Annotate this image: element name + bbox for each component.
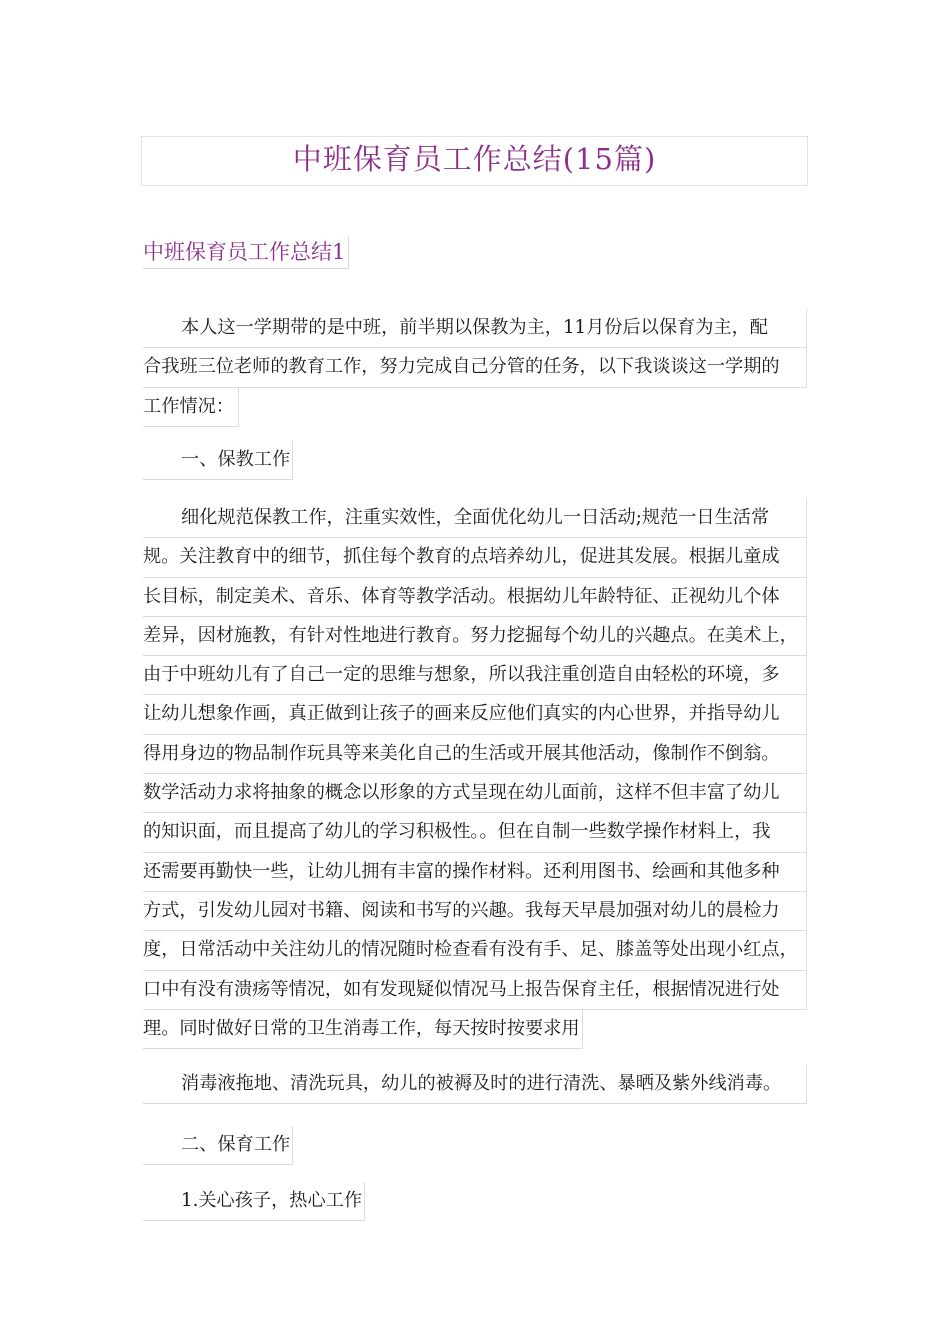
part1-continuation: 消毒液拖地、清洗玩具，幼儿的被褥及时的进行清洗、暴晒及紫外线消毒。 xyxy=(143,1065,807,1104)
paragraph-line: 规。关注教育中的细节，抓住每个教育的点培养幼儿，促进其发展。根据儿童成 xyxy=(143,538,807,577)
part1-heading: 一、保教工作 xyxy=(143,441,293,480)
part1-paragraph xyxy=(143,499,807,1054)
paragraph-line: 合我班三位老师的教育工作，努力完成自己分管的任务，以下我谈谈这一学期的 xyxy=(143,348,807,387)
paragraph-line: 得用身边的物品制作玩具等来美化自己的生活或开展其他活动，像制作不倒翁。 xyxy=(143,735,807,774)
paragraph-line: 工作情况： xyxy=(143,388,239,427)
paragraph-line: 方式，引发幼儿园对书籍、阅读和书写的兴趣。我每天早晨加强对幼儿的晨检力 xyxy=(143,892,807,931)
paragraph-line: 由于中班幼儿有了自己一定的思维与想象，所以我注重创造自由轻松的环境，多 xyxy=(143,656,807,695)
paragraph-line: 度，日常活动中关注幼儿的情况随时检查看有没有手、足、膝盖等处出现小红点， xyxy=(143,931,807,970)
paragraph-line: 长目标，制定美术、音乐、体育等教学活动。根据幼儿年龄特征、正视幼儿个体 xyxy=(143,578,807,617)
paragraph-line: 细化规范保教工作，注重实效性，全面优化幼儿一日活动;规范一日生活常 xyxy=(143,499,807,538)
paragraph-line: 数学活动力求将抽象的概念以形象的方式呈现在幼儿面前，这样不但丰富了幼儿 xyxy=(143,774,807,813)
paragraph-line: 理。同时做好日常的卫生消毒工作，每天按时按要求用 xyxy=(143,1010,583,1049)
paragraph-line: 还需要再勤快一些，让幼儿拥有丰富的操作材料。还利用图书、绘画和其他多种 xyxy=(143,853,807,892)
part2-heading: 二、保育工作 xyxy=(143,1126,293,1165)
paragraph-line: 本人这一学期带的是中班，前半期以保教为主，11月份后以保育为主，配 xyxy=(143,309,807,348)
part2-subheading: 1.关心孩子，热心工作 xyxy=(143,1182,365,1221)
intro-paragraph xyxy=(143,309,807,432)
section-heading: 中班保育员工作总结1 xyxy=(143,236,349,269)
paragraph-line: 口中有没有溃疡等情况，如有发现疑似情况马上报告保育主任，根据情况进行处 xyxy=(143,971,807,1010)
paragraph-line: 的知识面，而且提高了幼儿的学习积极性。。但在自制一些数学操作材料上，我 xyxy=(143,813,807,852)
document-title: 中班保育员工作总结(15篇) xyxy=(292,142,657,176)
paragraph-line: 差异，因材施教，有针对性地进行教育。努力挖掘每个幼儿的兴趣点。在美术上， xyxy=(143,617,807,656)
document-title-box xyxy=(141,136,808,186)
paragraph-line: 让幼儿想象作画，真正做到让孩子的画来反应他们真实的内心世界，并指导幼儿 xyxy=(143,695,807,734)
